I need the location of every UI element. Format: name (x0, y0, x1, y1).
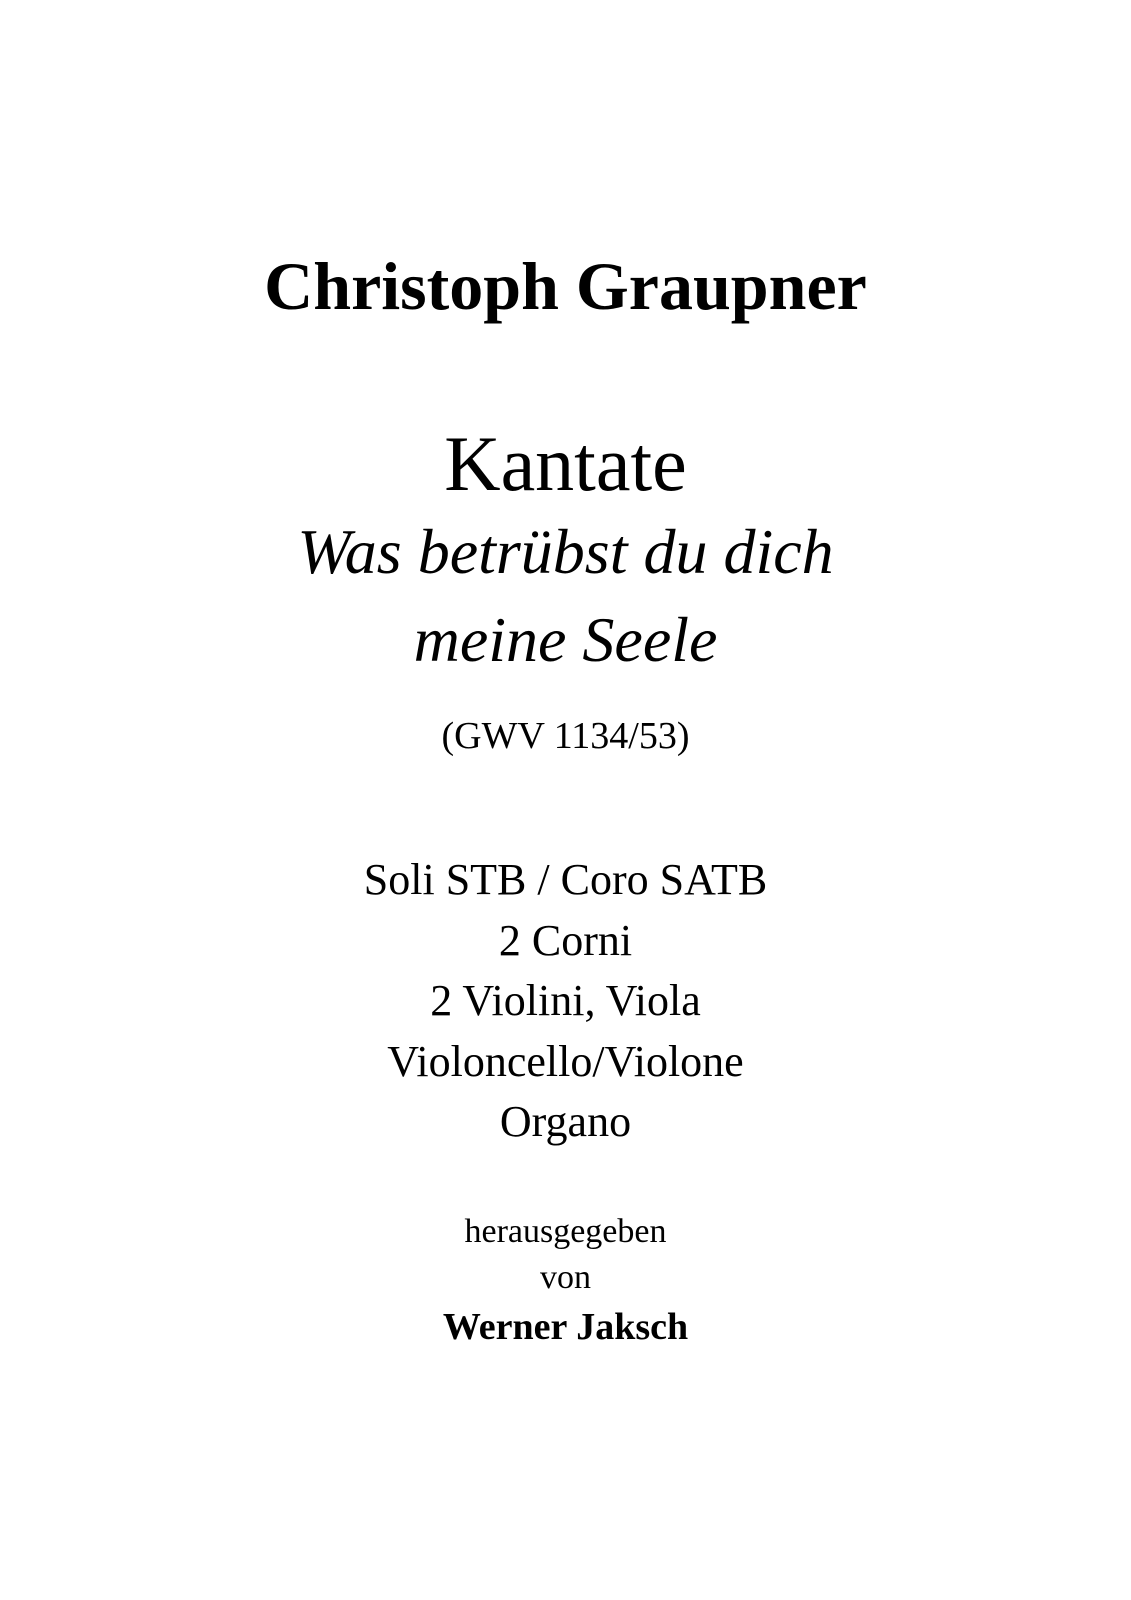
catalog-number: (GWV 1134/53) (441, 715, 690, 757)
editor-name: Werner Jaksch (442, 1306, 689, 1348)
instrumentation-horns: 2 Corni (498, 916, 633, 965)
edited-by-label: herausgegeben (464, 1213, 667, 1250)
edited-by-preposition: von (540, 1259, 591, 1296)
instrumentation-voices: Soli STB / Coro SATB (363, 855, 768, 904)
work-title-line-1: Was betrübst du dich (297, 516, 834, 587)
work-title-line-2: meine Seele (413, 604, 718, 675)
genre-heading: Kantate (444, 420, 687, 507)
instrumentation-strings: 2 Violini, Viola (430, 976, 701, 1025)
composer-name: Christoph Graupner (264, 248, 867, 324)
instrumentation-bass: Violoncello/Violone (387, 1037, 744, 1086)
instrumentation-organ: Organo (499, 1097, 632, 1146)
